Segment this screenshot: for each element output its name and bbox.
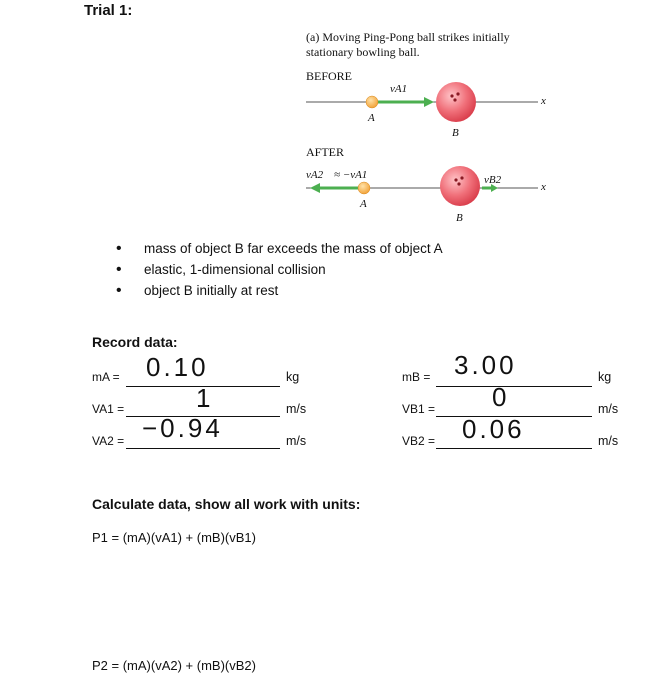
unit-mass-a: kg	[286, 370, 300, 384]
assumptions-list	[116, 238, 443, 301]
ball-b-label-after: B	[456, 212, 463, 224]
unit-velocity-a2: m/s	[286, 434, 307, 448]
label-velocity-a2: VA2 =	[92, 434, 125, 448]
before-arrow-head	[424, 97, 434, 107]
collision-diagram	[298, 28, 568, 234]
value-mass-b: 3.00	[454, 350, 517, 380]
after-velocity-a-label: vA2	[306, 169, 324, 181]
label-mass-a: mA =	[92, 370, 120, 384]
value-velocity-a2: −0.94	[142, 413, 223, 443]
collision-figure	[298, 28, 568, 234]
bowling-ball-after	[440, 166, 480, 206]
ping-pong-ball-after	[358, 182, 370, 194]
label-velocity-b1: VB1 =	[402, 402, 436, 416]
value-velocity-b2: 0.06	[462, 414, 525, 444]
ball-a-label-after: A	[360, 198, 367, 210]
value-velocity-a1: 1	[196, 383, 214, 413]
before-velocity-label: vA1	[390, 83, 408, 95]
bowling-ball-before	[436, 82, 476, 122]
value-velocity-b1: 0	[492, 382, 510, 412]
ping-pong-ball-before	[366, 96, 378, 108]
line-mass-b	[436, 386, 592, 387]
assumption-item: • elastic, 1-dimensional collision	[116, 259, 443, 280]
unit-mass-b: kg	[598, 370, 612, 384]
label-velocity-b2: VB2 =	[402, 434, 436, 448]
assumption-item: • mass of object B far exceeds the mass of object A	[116, 238, 443, 259]
value-mass-a: 0.10	[146, 352, 209, 382]
unit-velocity-a1: m/s	[286, 402, 307, 416]
figure-caption-line-2: stationary bowling ball.	[306, 45, 420, 59]
label-velocity-a1: VA1 =	[92, 402, 125, 416]
ball-b-label-before: B	[452, 127, 459, 139]
momentum-equation-p2: P2 = (mA)(vA2) + (mB)(vB2)	[92, 658, 256, 673]
momentum-equation-p1: P1 = (mA)(vA1) + (mB)(vB1)	[92, 530, 256, 545]
calculate-heading: Calculate data, show all work with units:	[92, 496, 361, 512]
label-mass-b: mB =	[402, 370, 431, 384]
assumption-item: • object B initially at rest	[116, 280, 443, 301]
before-label: BEFORE	[306, 69, 353, 83]
after-velocity-b-label: vB2	[484, 174, 502, 186]
axis-x-label-after: x	[541, 181, 546, 193]
axis-x-label-before: x	[541, 95, 546, 107]
unit-velocity-b1: m/s	[598, 402, 619, 416]
record-data-heading: Record data:	[92, 334, 178, 350]
figure-caption-line-1: (a) Moving Ping-Pong ball strikes initially	[306, 30, 510, 44]
after-approx-label: ≈ −vA1	[334, 169, 368, 181]
after-label: AFTER	[306, 145, 345, 159]
trial-title: Trial 1:	[84, 2, 133, 19]
ball-a-label-before: A	[368, 112, 375, 124]
after-arrow-a-head	[310, 183, 320, 193]
unit-velocity-b2: m/s	[598, 434, 619, 448]
line-velocity-a2	[126, 448, 280, 449]
line-velocity-b2	[436, 448, 592, 449]
